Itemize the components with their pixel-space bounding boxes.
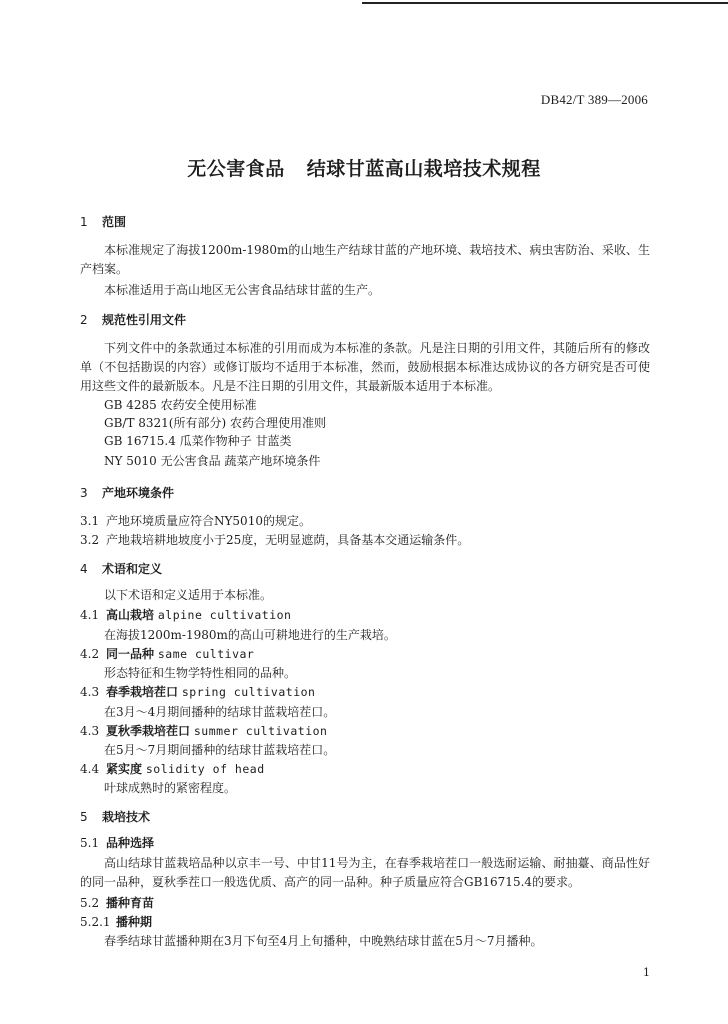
- reference-item: NY 5010 无公害食品 蔬菜产地环境条件: [104, 454, 321, 468]
- clause-text: 产地栽培耕地坡度小于25度，无明显遮荫，具备基本交通运输条件。: [106, 533, 470, 547]
- standard-number: DB42/T 389—2006: [540, 92, 648, 107]
- term-number: 4.3: [80, 685, 100, 699]
- section-1-paragraph-2: 本标准适用于高山地区无公害食品结球甘蓝的生产。: [104, 283, 381, 297]
- clause-number: 5.1: [80, 836, 100, 850]
- section-number: 4: [80, 562, 88, 576]
- clause-5-1-heading: [80, 836, 154, 851]
- section-title: 栽培技术: [102, 810, 151, 824]
- section-number: 1: [80, 215, 88, 229]
- section-title: 规范性引用文件: [102, 313, 187, 327]
- section-4-intro: 以下术语和定义适用于本标准。: [104, 588, 273, 602]
- clause-5-2-1-heading: [80, 915, 152, 930]
- term-heading: [80, 762, 265, 777]
- section-5-heading: [80, 810, 150, 825]
- term-definition: 在3月～4月期间播种的结球甘蓝栽培茬口。: [104, 705, 336, 719]
- clause-title: 播种期: [116, 915, 153, 929]
- title-part-2: 结球甘蓝高山栽培技术规程: [306, 158, 541, 180]
- section-3-heading: [80, 486, 174, 501]
- section-4-heading: [80, 562, 162, 577]
- section-title: 产地环境条件: [102, 486, 175, 500]
- term-name-zh: 夏秋季栽培茬口: [106, 724, 191, 738]
- clause-number: 3.1: [80, 514, 100, 528]
- reference-item: GB/T 8321(所有部分) 农药合理使用准则: [104, 416, 326, 430]
- term-name-zh: 高山栽培: [106, 608, 155, 622]
- term-name-en: summer cultivation: [193, 724, 328, 738]
- section-2-paragraph: 下列文件中的条款通过本标准的引用而成为本标准的条款。凡是注日期的引用文件，其随后所有的修改单（不包括勘误的内容）或修订版均不适用于本标准，然而，鼓励根据本标准达成协议的各方研究是否可使用这些文件的最新版本。凡是不注日期的引用文件，其最新版本适用于本标准。: [80, 341, 650, 393]
- term-name-en: solidity of head: [145, 762, 265, 776]
- term-number: 4.3: [80, 724, 100, 738]
- term-name-zh: 紧实度: [106, 762, 143, 776]
- clause-5-2-1-text: 春季结球甘蓝播种期在3月下旬至4月上旬播种，中晚熟结球甘蓝在5月～7月播种。: [104, 934, 543, 948]
- section-1-heading: [80, 215, 126, 230]
- scan-border-line: [362, 2, 728, 4]
- reference-item: GB 4285 农药安全使用标准: [104, 398, 257, 412]
- reference-item: GB 16715.4 瓜菜作物种子 甘蓝类: [104, 434, 292, 448]
- term-name-zh: 春季栽培茬口: [106, 685, 179, 699]
- term-name-en: spring cultivation: [181, 685, 316, 699]
- term-definition: 叶球成熟时的紧密程度。: [104, 781, 237, 795]
- clause-5-1-text: 高山结球甘蓝栽培品种以京丰一号、中甘11号为主，在春季栽培茬口一般选耐运输、耐抽薹、商品性好的同一品种，夏秋季茬口一般选优质、高产的同一品种。种子质量应符合GB16715.4的要求。: [80, 856, 650, 889]
- term-number: 4.2: [80, 647, 100, 661]
- section-number: 2: [80, 313, 88, 327]
- document-title: [0, 154, 728, 181]
- section-number: 3: [80, 486, 88, 500]
- clause-number: 5.2: [80, 896, 100, 910]
- clause-3-1: [80, 514, 311, 529]
- term-number: 4.1: [80, 608, 100, 622]
- term-heading: [80, 608, 291, 623]
- clause-title: 播种育苗: [106, 896, 155, 910]
- clause-5-2-heading: [80, 896, 154, 911]
- section-title: 范围: [102, 215, 127, 229]
- term-heading: [80, 724, 327, 739]
- page-number: 1: [643, 966, 650, 979]
- section-number: 5: [80, 810, 88, 824]
- term-definition: 在海拔1200m-1980m的高山可耕地进行的生产栽培。: [104, 628, 396, 642]
- clause-3-2: [80, 533, 469, 548]
- term-name-en: alpine cultivation: [157, 608, 292, 622]
- clause-text: 产地环境质量应符合NY5010的规定。: [106, 514, 311, 528]
- term-number: 4.4: [80, 762, 100, 776]
- term-heading: [80, 685, 315, 700]
- term-name-zh: 同一品种: [106, 647, 155, 661]
- section-1-paragraph-1: 本标准规定了海拔1200m-1980m的山地生产结球甘蓝的产地环境、栽培技术、病虫害防治、采收、生产档案。: [80, 243, 650, 276]
- clause-title: 品种选择: [106, 836, 155, 850]
- title-part-1: 无公害食品: [187, 158, 285, 180]
- term-definition: 在5月～7月期间播种的结球甘蓝栽培茬口。: [104, 743, 336, 757]
- clause-number: 5.2.1: [80, 915, 111, 929]
- section-2-heading: [80, 313, 186, 328]
- term-definition: 形态特征和生物学特性相同的品种。: [104, 666, 297, 680]
- term-name-en: same cultivar: [157, 647, 255, 661]
- section-title: 术语和定义: [102, 562, 163, 576]
- clause-number: 3.2: [80, 533, 100, 547]
- term-heading: [80, 647, 254, 662]
